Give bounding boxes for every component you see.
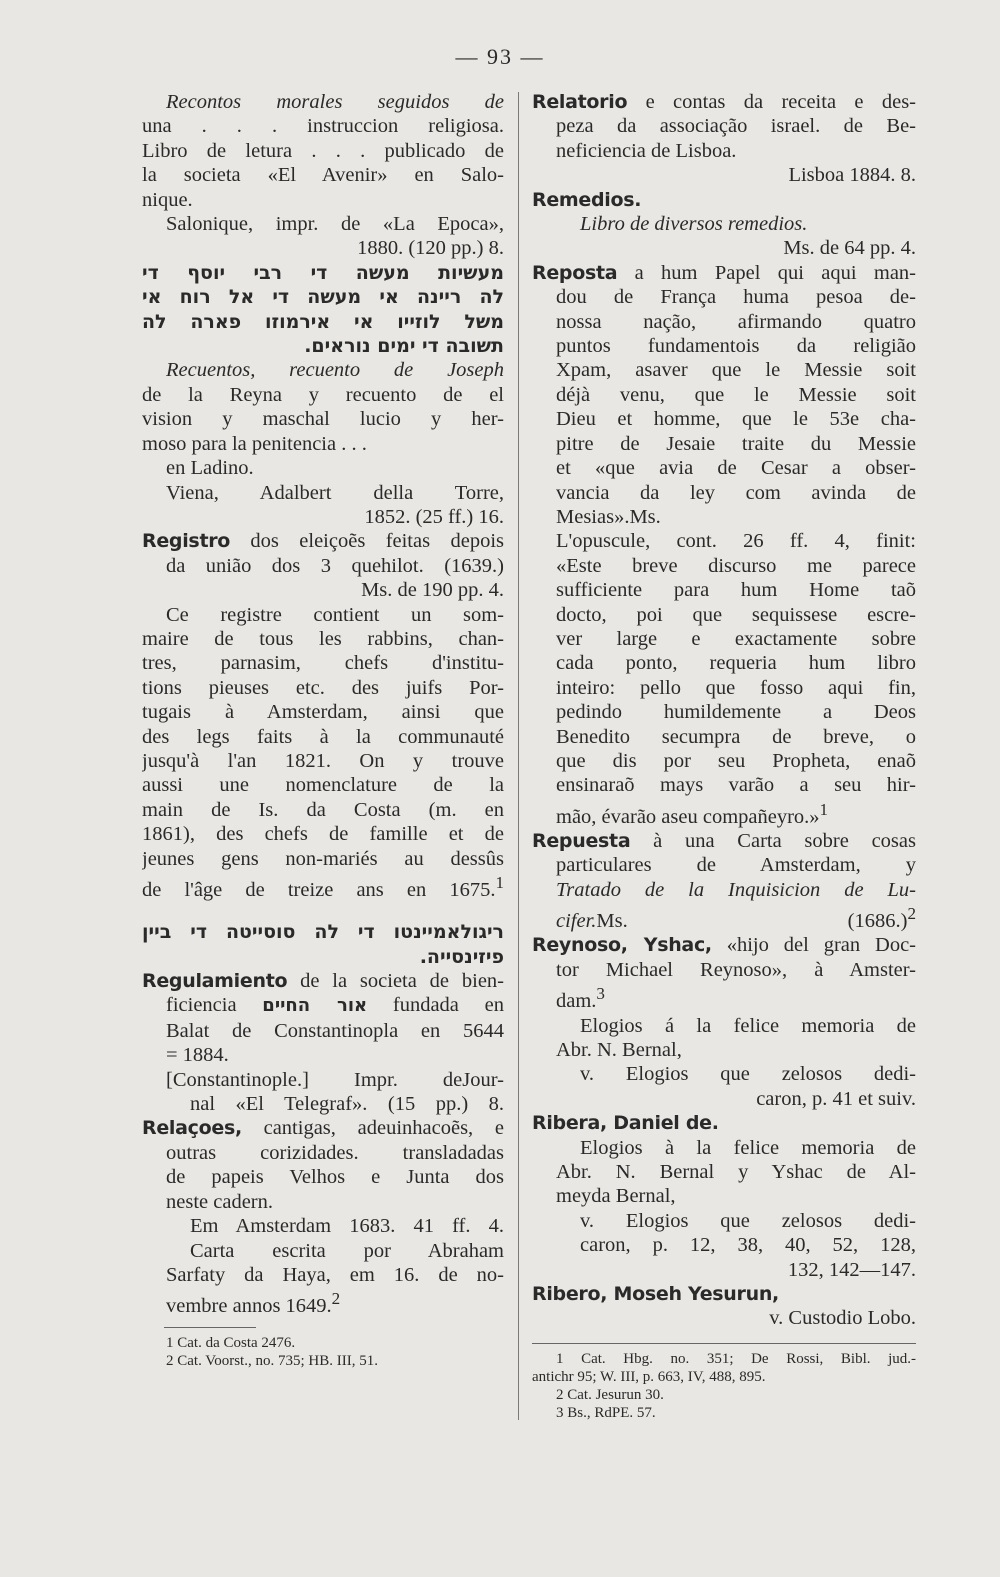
text-line: «Este breve discurso me parece [556, 554, 916, 577]
text-line [142, 90, 504, 114]
text-line: una . . . instruccion religiosa. [142, 115, 504, 138]
hebrew-line: ריגולאמיינטו די לה סוסייטה די ביין [142, 921, 504, 944]
hebrew-line: לה ריינה אי מעשה די אל רוח אי [142, 286, 504, 309]
text-segment: à una Carta sobre cosas [630, 830, 916, 853]
text-line: tugais à Amsterdam, ainsi que [142, 701, 504, 724]
entry-relacoes [142, 1116, 504, 1318]
text-line [532, 798, 916, 829]
entry-heading: Daniel de. [606, 1112, 719, 1135]
text-line: vancia da ley com avinda de [556, 481, 916, 504]
text-line: aussi une nomenclature de la [142, 774, 504, 797]
text-line [532, 261, 916, 285]
entry-heading: Repuesta [532, 830, 631, 853]
text-line: ensinaraõ mays varão a seu hir- [556, 774, 916, 797]
text-line: la societa «El Avenir» en Salo- [142, 164, 504, 187]
text-line [142, 358, 504, 382]
text-line: [Constantinople.] Impr. deJour- [166, 1068, 504, 1091]
text-line: pitre de Jesaie traite du Messie [556, 432, 916, 455]
text-line: nal «El Telegraf». (15 pp.) 8. [190, 1093, 504, 1116]
text-line: maire de tous les rabbins, chan- [142, 627, 504, 650]
text-segment: de l'âge de treize ans en 1675. [142, 878, 496, 901]
text-line-italic: Recuentos, recuento de Joseph [166, 359, 504, 382]
text-segment: vembre annos 1649. [166, 1295, 332, 1318]
text-segment: de la societa de bien- [287, 970, 504, 993]
text-line: et «que avia de Cesar a obser- [556, 457, 916, 480]
hebrew-line: פיזינסייה. [419, 945, 504, 968]
text-line: que dis por seu Propheta, enaõ [556, 749, 916, 772]
text-segment [596, 904, 916, 933]
text-line: Balat de Constantinopla en 5644 [166, 1019, 504, 1042]
text-line: = 1884. [166, 1044, 229, 1067]
text-line: Abr. N. Bernal y Yshac de Al- [556, 1160, 916, 1183]
text-line-italic: Recontos morales seguidos de [166, 91, 504, 113]
text-line [142, 871, 504, 902]
text-line: ver large e exactamente sobre [556, 627, 916, 650]
column-divider [518, 92, 519, 1420]
footnote-ref: 2 [331, 1289, 341, 1309]
footnote: 2 Cat. Voorst., no. 735; HB. III, 51. [166, 1352, 378, 1369]
entry-recuentos [142, 261, 504, 529]
text-line: v. Elogios que zelosos dedi- [580, 1063, 916, 1086]
footnote: antichr 95; W. III, p. 663, IV, 488, 895. [532, 1368, 766, 1385]
text-line: docto, poi que sequissese escre- [556, 603, 916, 626]
text-line: Salonique, impr. de «La Epoca», [166, 213, 504, 236]
entry-heading: Regulamiento [142, 970, 288, 993]
text-line: jusqu'à l'an 1821. On y trouve [142, 749, 504, 772]
text-line: Ms. de 64 pp. 4. [783, 237, 916, 260]
text-line: 132, 142—147. [787, 1258, 916, 1281]
text-segment: «hijo del gran Doc- [711, 934, 916, 957]
text-line [142, 1287, 504, 1318]
entry-ribero [532, 1282, 916, 1331]
text-line: en Ladino. [166, 457, 254, 480]
text-line: Benedito secumpra de breve, o [556, 725, 916, 748]
text-line: des legs faits à la communauté [142, 725, 504, 748]
text-segment: e contas da receita e des- [627, 91, 916, 113]
text-line: pedindo humildemente a Deos [556, 701, 916, 724]
text-line-italic: Tratado de la Inquisicion de Lu- [556, 878, 916, 901]
entry-repuesta [532, 829, 916, 933]
text-line: de la Reyna y recuento de el [142, 383, 504, 406]
text-segment: fundada en [367, 994, 504, 1017]
entry-heading: Ribera, [532, 1112, 607, 1135]
entry-hebrew-regulamiento [142, 920, 504, 969]
text-line: main de Is. da Costa (m. en [142, 798, 504, 821]
text-line: cada ponto, requeria hum libro [556, 652, 916, 675]
text-line: puntos fundamentois da religião [556, 335, 916, 358]
footnote: 1 Cat. da Costa 2476. [166, 1334, 296, 1351]
text-line: Elogios á la felice memoria de [580, 1014, 916, 1037]
entry-reposta [532, 261, 916, 829]
footnote-rule [164, 1327, 256, 1328]
text-line [532, 212, 916, 236]
text-line: Sarfaty da Haya, em 16. de no- [166, 1263, 504, 1286]
text-line: Ce registre contient un som- [166, 603, 504, 626]
text-line [142, 969, 504, 993]
text-line: Abr. N. Bernal, [556, 1038, 682, 1061]
footnote: 2 Cat. Jesurun 30. [556, 1386, 664, 1403]
entry-ribera [532, 1111, 916, 1282]
text-line: tres, parnasim, chefs d'institu- [142, 652, 504, 675]
text-line [532, 188, 916, 212]
text-line: tor Michael Reynoso», à Amster- [556, 958, 916, 981]
text-line [142, 529, 504, 553]
text-line: neficiencia de Lisboa. [556, 139, 737, 162]
text-line [532, 902, 916, 933]
text-segment: dam. [556, 990, 597, 1013]
text-line: caron, p. 12, 38, 40, 52, 128, [580, 1234, 916, 1257]
text-line: nossa nação, afirmando quatro [556, 310, 916, 333]
entry-heading: Reynoso, Yshac, [532, 934, 712, 957]
entry-heading: Relatorio [532, 91, 628, 113]
hebrew-line: מעשיות מעשה די רבי יוסף די [142, 261, 504, 284]
text-line-italic: cifer. [556, 910, 597, 933]
text-line [532, 1111, 916, 1135]
entry-heading: Relaçoes, [142, 1117, 242, 1140]
page-number: — 93 — [455, 44, 545, 69]
text-line [532, 878, 916, 902]
text-line: déjà venu, que le Messie soit [556, 383, 916, 406]
text-line: vision y maschal lucio y her- [142, 408, 504, 431]
text-segment: Ms. (1686.) [596, 910, 908, 933]
text-segment: cantigas, adeuinhacoẽs, e [241, 1117, 504, 1140]
text-line: jeunes gens non-mariés au dessûs [142, 847, 504, 870]
footnote-ref: 3 [596, 984, 605, 1004]
entry-relatorio [532, 90, 916, 188]
text-line: particulares de Amsterdam, y [556, 854, 916, 877]
text-segment: ficiencia [166, 994, 263, 1017]
text-line: peza da associação israel. de Be- [556, 115, 916, 138]
entry-heading: Remedios. [532, 188, 642, 211]
text-line: tions pieuses etc. des juifs Por- [142, 676, 504, 699]
entry-remedios [532, 188, 916, 261]
text-line [532, 829, 916, 853]
hebrew-line: משל לוזייו אי אירמוזו פארה לה [142, 310, 504, 333]
hebrew-line: תשובה די ימים נוראים. [304, 335, 504, 358]
text-line: v. Custodio Lobo. [769, 1307, 916, 1330]
text-line: outras corizidades. transladadas [166, 1141, 504, 1164]
text-segment: a hum Papel qui aqui man- [617, 261, 916, 284]
entry-regulamiento [142, 969, 504, 1116]
text-line: 1861), des chefs de famille et de [142, 823, 504, 846]
text-line: caron, p. 41 et suiv. [756, 1087, 916, 1110]
text-line: Dieu et homme, que le 53e cha- [556, 408, 916, 431]
hebrew-inline: אור החיים [262, 995, 368, 1017]
entry-reynoso [532, 933, 916, 1111]
footnotes-right [532, 1343, 916, 1422]
text-segment: dos eleiçoẽs feitas depois [230, 530, 504, 553]
text-line: Em Amsterdam 1683. 41 ff. 4. [190, 1215, 504, 1238]
left-column [142, 90, 504, 1370]
text-line: Viena, Adalbert della Torre, [166, 481, 504, 504]
text-line: Elogios à la felice memoria de [580, 1136, 916, 1159]
footnotes-left [142, 1334, 504, 1370]
text-line [532, 505, 916, 529]
entry-heading: Reposta [532, 261, 618, 284]
text-line: meyda Bernal, [556, 1185, 676, 1208]
text-line: moso para la penitencia . . . [142, 432, 367, 455]
entry-heading: Registro [142, 530, 231, 553]
text-line [142, 993, 504, 1018]
text-line: Ms. de 190 pp. 4. [361, 579, 504, 602]
text-line: L'opuscule, cont. 26 ff. 4, finit: [556, 530, 916, 553]
text-line: 1852. (25 ff.) 16. [364, 505, 504, 528]
text-line: inteiro: pello que fosso aqui fin, [556, 676, 916, 699]
text-line [142, 1116, 504, 1140]
entry-recontos [142, 90, 504, 261]
text-segment: mão, évarão aseu compañeyro.» [556, 805, 820, 828]
footnote: 3 Bs., RdPE. 57. [556, 1404, 656, 1421]
footnote: 1 Cat. Hbg. no. 351; De Rossi, Bibl. jud.- [556, 1350, 916, 1367]
footnote-ref: 1 [495, 873, 504, 892]
text-line [532, 933, 916, 957]
entry-heading: Moseh Yesurun, [607, 1282, 779, 1305]
text-line [532, 1282, 916, 1306]
text-line: Carta escrita por Abraham [190, 1239, 504, 1262]
text-line: da união dos 3 quehilot. (1639.) [166, 554, 504, 577]
text-line: sufficiente para hum Home taõ [556, 579, 916, 602]
footnote-ref: 2 [907, 904, 916, 924]
text-line: nique. [142, 188, 193, 211]
text-line: v. Elogios que zelosos dedi- [580, 1209, 916, 1232]
entry-registro [142, 529, 504, 902]
text-line: Libro de letura . . . publicado de [142, 139, 504, 162]
text-line: Lisboa 1884. 8. [788, 164, 916, 187]
text-line: neste cadern. [166, 1190, 273, 1213]
text-line: 1880. (120 pp.) 8. [357, 237, 504, 260]
text-line: de papeis Velhos e Junta dos [166, 1166, 504, 1189]
entry-heading: Ribero, [532, 1282, 608, 1305]
text-line: dou de França huma pesoa de- [556, 286, 916, 309]
footnote-ref: 1 [819, 799, 829, 819]
text-segment: Ms. [629, 505, 661, 528]
text-line-italic: Libro de diversos remedios. [580, 213, 808, 236]
text-line [532, 982, 916, 1013]
text-line: Xpam, asaver que le Messie soit [556, 359, 916, 382]
text-segment: Mesias». [556, 505, 630, 528]
text-line [532, 90, 916, 114]
right-column [532, 90, 916, 1422]
